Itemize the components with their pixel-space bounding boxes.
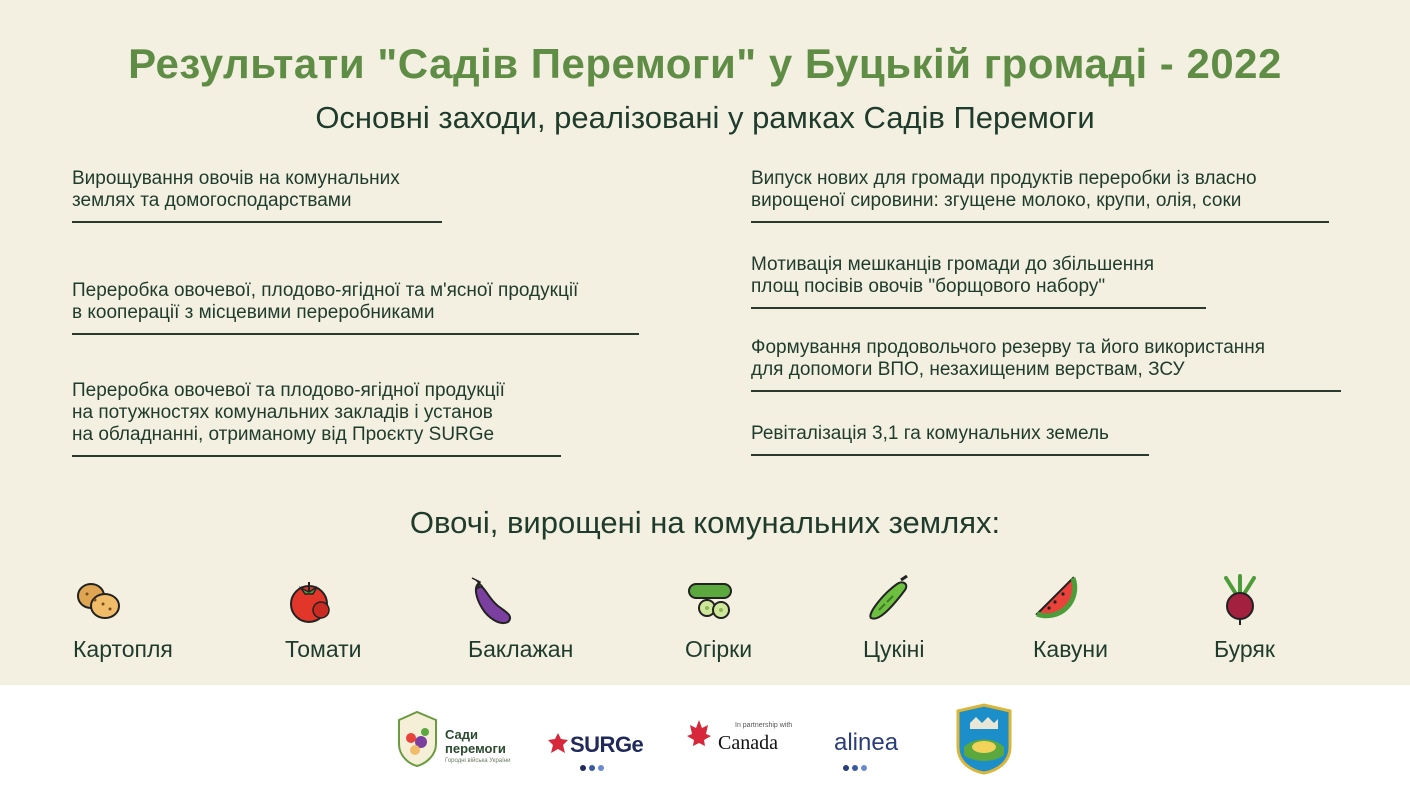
- sady-logo-text: [445, 728, 506, 756]
- vegetable-label: Буряк: [1214, 636, 1275, 662]
- vegetable-label: Огірки: [685, 636, 753, 662]
- sady-subtitle: Городні війська України: [445, 758, 511, 764]
- page-title: Результати "Садів Перемоги" у Буцькій громаді - 2022: [128, 40, 1282, 87]
- vegetable-eggplant: [468, 574, 608, 663]
- vegetable-label: Томати: [285, 636, 362, 662]
- eggplant-icon: [468, 574, 520, 626]
- activity-item: [72, 280, 639, 335]
- surge-dots-icon: [580, 758, 607, 776]
- activity-item: [751, 254, 1206, 309]
- potato-icon: [73, 574, 125, 626]
- activity-item: [751, 423, 1149, 456]
- surge-logo-text: SURGe: [570, 732, 644, 757]
- activity-item: [751, 337, 1341, 392]
- activity-line: для допомоги ВПО, незахищеним верствам, ЗСУ: [751, 359, 1185, 380]
- surge-leaf-icon: [547, 732, 569, 754]
- activity-line: Переробка овочевої та плодово-ягідної продукції: [72, 380, 505, 401]
- activity-line: Формування продовольчого резерву та його використання: [751, 337, 1266, 358]
- vegetable-label: Картопля: [73, 636, 173, 662]
- vegetable-label: Баклажан: [468, 636, 574, 662]
- beet-icon: [1214, 574, 1266, 626]
- sady-line: перемоги: [445, 741, 506, 756]
- activity-item: [72, 168, 442, 223]
- activity-line: площ посівів овочів "борщового набору": [751, 276, 1106, 297]
- activity-line: вирощеної сировини: згущене молоко, крупи, олія, соки: [751, 190, 1242, 211]
- butska-coat-of-arms-icon: [954, 703, 1014, 775]
- activity-item: [751, 168, 1329, 223]
- activity-line: в кооперації з місцевими переробниками: [72, 302, 435, 323]
- canada-maple-leaf-icon: [686, 718, 712, 752]
- activity-line: Переробка овочевої, плодово-ягідної та м'ясної продукції: [72, 280, 579, 301]
- activity-line: на обладнанні, отриманому від Проєкту SURGe: [72, 424, 495, 445]
- vegetable-cucumber: [685, 574, 825, 663]
- activity-line: Мотивація мешканців громади до збільшення: [751, 254, 1155, 275]
- activity-line: Вирощування овочів на комунальних: [72, 168, 400, 189]
- vegetable-zucchini: [863, 574, 1003, 663]
- sady-peremohy-logo: [395, 710, 440, 768]
- activity-line: землях та домогосподарствами: [72, 190, 352, 211]
- canada-wordmark: Canada: [718, 732, 778, 754]
- vegetable-watermelon: [1033, 574, 1173, 663]
- vegetables-heading: Овочі, вирощені на комунальних землях:: [409, 505, 1001, 540]
- alinea-dots-icon: [843, 758, 870, 776]
- vegetable-tomato: [285, 574, 425, 663]
- vegetable-potato: [73, 574, 213, 663]
- activity-item: [72, 380, 561, 457]
- activity-line: Ревіталізація 3,1 га комунальних земель: [751, 423, 1109, 444]
- sady-line: Сади: [445, 727, 479, 742]
- zucchini-icon: [863, 574, 915, 626]
- vegetable-beet: [1214, 574, 1354, 663]
- vegetable-label: Кавуни: [1033, 636, 1108, 662]
- activity-line: Випуск нових для громади продуктів переробки із власно: [751, 168, 1257, 189]
- alinea-logo-text: alinea: [834, 729, 899, 756]
- cucumber-icon: [685, 574, 737, 626]
- partnership-text: In partnership with: [735, 722, 793, 729]
- section-subtitle: Основні заходи, реалізовані у рамках Садів Перемоги: [315, 100, 1095, 135]
- tomato-icon: [285, 574, 337, 626]
- activity-line: на потужностях комунальних закладів і установ: [72, 402, 493, 423]
- vegetable-label: Цукіні: [863, 636, 925, 662]
- watermelon-icon: [1033, 574, 1085, 626]
